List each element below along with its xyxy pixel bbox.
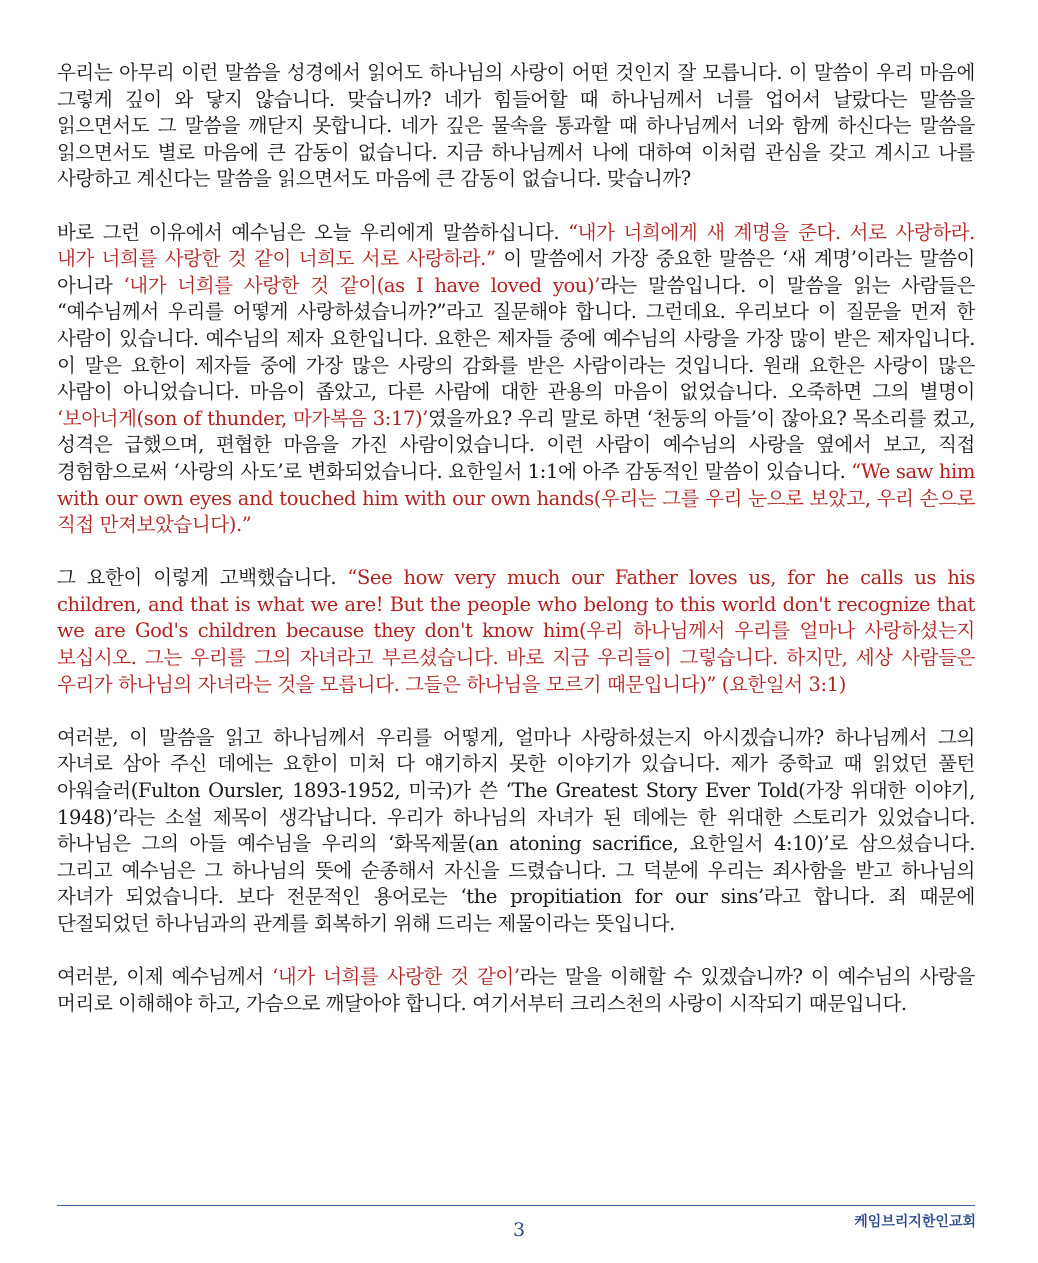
quote-run: “See how very much our Father loves us, for he calls us his children, and that is what we are! But the people who belong to this world don't recognize that we are God's children because they don't know him(우리 하나님께서 우리를 얼마나 사랑하셨는지 보십시오. 그는 우리를 그의 자녀라고 부르셨습니다. 바로 지금 우리들이 그렇습니다. 하지만, 세상 사람들은 우리가 하나님의 자녀라는 것을 모릅니다. 그들은 하나님을 모르기 때문입니다)” (57, 566, 975, 696)
quote-run: “내가 너희에게 새 계명을 준다. 서로 사랑하라. 내가 너희를 사랑한 것 같이 너희도 서로 사랑하라.” (57, 220, 975, 271)
quote-run: ‘내가 너희를 사랑한 것 같이’ (272, 965, 520, 989)
quote-run: ‘보아너게(son of thunder, 마가복음 3:17)’ (57, 406, 428, 430)
page-number: 3 (512, 1219, 526, 1241)
text-run: 여러분, 이제 예수님께서 (57, 965, 273, 989)
quote-run: “We saw him with our own eyes and touched him with our own hands(우리는 그를 우리 눈으로 보았고, 우리 손으로 직접 만져보았습니다).” (57, 459, 975, 537)
text-run: 라는 말씀입니다. 이 말씀을 읽는 사람들은 “예수님께서 우리를 어떻게 사랑하셨습니까?”라고 질문해야 합니다. 그런데요. 우리보다 이 질문을 먼저 한 사람이 있습니다. 예수님의 제자 요한입니다. 요한은 제자들 중에 예수님의 사랑을 가장 많이 받은 제자입니다. 이 말은 요한이 제자들 중에 가장 많은 사랑의 감화를 받은 사람이라는 것입니다. 원래 요한은 사랑이 많은 사람이 아니었습니다. 마음이 좁았고, 다른 사람에 대한 관용의 마음이 없었습니다. 오죽하면 그의 별명이 (57, 273, 975, 404)
text-run: 그 요한이 이렇게 고백했습니다. (57, 566, 348, 590)
text-run: 우리는 아무리 이런 말씀을 성경에서 읽어도 하나님의 사랑이 어떤 것인지 잘 모릅니다. 이 말씀이 우리 마음에 그렇게 깊이 와 닿지 않습니다. 맞습니까? 네가 힘들어할 때 하나님께서 너를 업어서 날랐다는 말씀을 읽으면서도 그 말씀을 깨닫지 못합니다. 네가 깊은 물속을 통과할 때 하나님께서 너와 함께 하신다는 말씀을 읽으면서도 별로 마음에 큰 감동이 없습니다. 지금 하나님께서 나에 대하여 이처럼 관심을 갖고 계시고 나를 사랑하고 계신다는 말씀을 읽으면서도 마음에 큰 감동이 없습니다. 맞습니까? (57, 61, 975, 191)
text-run: 이 말씀에서 가장 중요한 말씀은 ‘새 계명’이라는 말씀이 아니라 (57, 247, 975, 297)
paragraph-4 (57, 725, 975, 938)
footer-rule (57, 1205, 975, 1206)
text-run: 라는 말을 이해할 수 있겠습니까? 이 예수님의 사랑을 머리로 이해해야 하고, 가슴으로 깨달아야 합니다. 여기서부터 크리스천의 사랑이 시작되기 때문입니다. (57, 965, 975, 1015)
citation-run: (요한일서 3:1) (715, 672, 846, 696)
paragraph-1 (57, 60, 975, 193)
text-run: 여러분, 이 말씀을 읽고 하나님께서 우리를 어떻게, 얼마나 사랑하셨는지 아시겠습니까? 하나님께서 그의 자녀로 삼아 주신 데에는 요한이 미처 다 얘기하지 못한 이야기가 있습니다. 제가 중학교 때 읽었던 풀턴 아워슬러(Fulton Oursler, 1893-1952, 미국)가 쓴 ‘The Greatest Story Ever Told(가장 위대한 이야기, 1948)’라는 소설 제목이 생각납니다. 우리가 하나님의 자녀가 된 데에는 한 위대한 스토리가 있었습니다. 하나님은 그의 아들 예수님을 우리의 ‘화목제물(an atoning sacrifice, 요한일서 4:10)’로 삼으셨습니다. 그리고 예수님은 그 하나님의 뜻에 순종해서 자신을 드렸습니다. 그 덕분에 우리는 죄사함을 받고 하나님의 자녀가 되었습니다. 보다 전문적인 용어로는 ‘the propitiation for our sins’라고 합니다. 죄 때문에 단절되었던 하나님과의 관계를 회복하기 위해 드리는 제물이라는 뜻입니다. (57, 725, 975, 935)
church-name: 케임브리지한인교회 (854, 1214, 976, 1230)
article-body (57, 60, 975, 1017)
paragraph-3 (57, 565, 975, 698)
quote-run: ‘내가 너희를 사랑한 것 같이(as I have loved you)’ (123, 273, 600, 297)
paragraph-2 (57, 220, 975, 539)
text-run: 바로 그런 이유에서 예수님은 오늘 우리에게 말씀하십니다. (57, 220, 569, 244)
paragraph-5 (57, 964, 975, 1017)
text-run: 였을까요? 우리 말로 하면 ‘천둥의 아들’이 잖아요? 목소리를 컸고, 성격은 급했으며, 편협한 마음을 가진 사람이었습니다. 이런 사람이 예수님의 사랑을 옆에서 보고, 직접 경험함으로써 ‘사랑의 사도’로 변화되었습니다. 요한일서 1:1에 아주 감동적인 말씀이 있습니다. (57, 406, 975, 483)
